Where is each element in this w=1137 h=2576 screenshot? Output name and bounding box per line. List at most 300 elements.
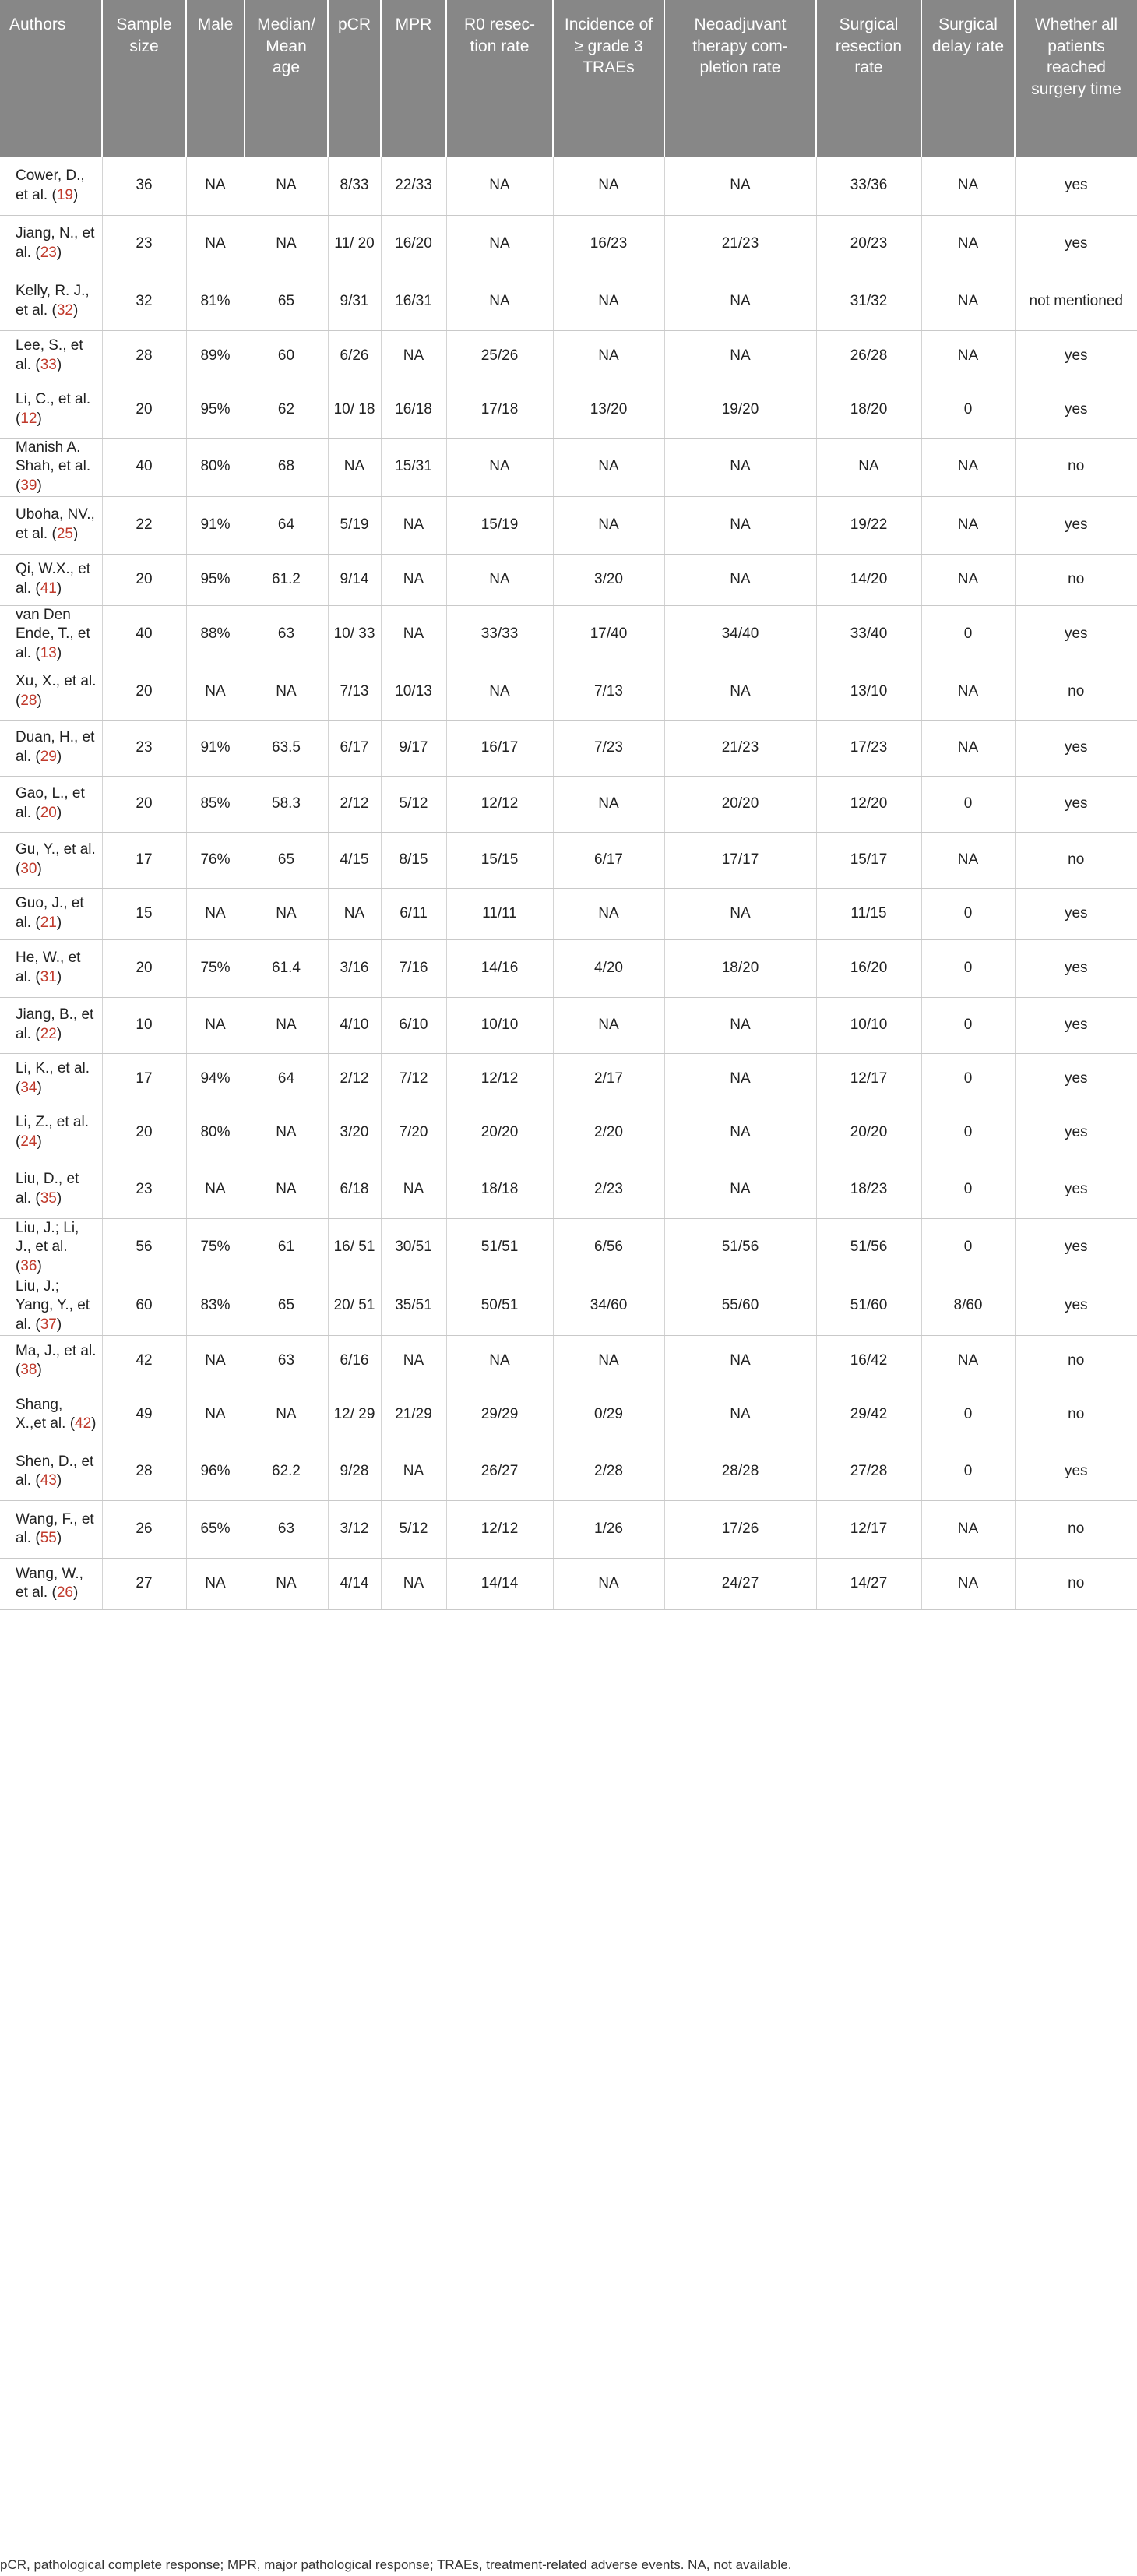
trae-cell: 2/20 (553, 1105, 664, 1161)
author-cell: Uboha, NV., et al. (25) (0, 496, 102, 554)
delay-cell: NA (921, 1558, 1015, 1609)
reached-cell: yes (1015, 776, 1137, 832)
resection-cell: 51/60 (816, 1277, 921, 1335)
r0-cell: 15/15 (446, 832, 553, 888)
sample-cell: 42 (102, 1335, 186, 1387)
sample-cell: 15 (102, 888, 186, 939)
mpr-cell: 7/12 (381, 1053, 446, 1105)
mpr-cell: 22/33 (381, 157, 446, 215)
author-cell: Lee, S., et al. (33) (0, 330, 102, 382)
delay-cell: NA (921, 215, 1015, 273)
pcr-cell: NA (328, 888, 381, 939)
author-cell: Wang, F., et al. (55) (0, 1500, 102, 1558)
mpr-cell: 8/15 (381, 832, 446, 888)
male-cell: 80% (186, 438, 245, 496)
trae-cell: 13/20 (553, 382, 664, 438)
resection-cell: 16/42 (816, 1335, 921, 1387)
delay-cell: 0 (921, 1161, 1015, 1218)
table-row (0, 438, 1137, 496)
author-name: Ma, J., et al. (16, 1342, 97, 1359)
author-name: Uboha, NV., et al. (16, 506, 95, 543)
table-row (0, 1387, 1137, 1443)
age-cell: NA (245, 664, 328, 720)
table-row (0, 1335, 1137, 1387)
reference-link[interactable]: 55 (40, 1530, 57, 1547)
header-cell: Sample size (102, 0, 186, 157)
reference-link[interactable]: 32 (56, 302, 73, 319)
resection-cell: 19/22 (816, 496, 921, 554)
resection-cell: 13/10 (816, 664, 921, 720)
delay-cell: NA (921, 720, 1015, 776)
author-cell: Manish A. Shah, et al. (39) (0, 438, 102, 496)
resection-cell: 51/56 (816, 1218, 921, 1277)
r0-cell: NA (446, 664, 553, 720)
reference-link[interactable]: 25 (56, 526, 73, 543)
author-cell: Liu, J.; Yang, Y., et al. (37) (0, 1277, 102, 1335)
r0-cell: NA (446, 215, 553, 273)
completion-cell: 51/56 (664, 1218, 816, 1277)
table-row (0, 939, 1137, 997)
mpr-cell: NA (381, 1443, 446, 1500)
delay-cell: 0 (921, 605, 1015, 664)
author-cell: Shen, D., et al. (43) (0, 1443, 102, 1500)
age-cell: 62 (245, 382, 328, 438)
reached-cell: no (1015, 554, 1137, 605)
delay-cell: 0 (921, 1105, 1015, 1161)
pcr-cell: 9/28 (328, 1443, 381, 1500)
mpr-cell: 10/13 (381, 664, 446, 720)
trae-cell: 4/20 (553, 939, 664, 997)
pcr-cell: 9/31 (328, 273, 381, 330)
age-cell: NA (245, 1105, 328, 1161)
delay-cell: NA (921, 664, 1015, 720)
author-cell: Li, Z., et al. (24) (0, 1105, 102, 1161)
male-cell: 80% (186, 1105, 245, 1161)
trae-cell: 2/23 (553, 1161, 664, 1218)
reference-link[interactable]: 21 (40, 914, 57, 932)
table-row (0, 776, 1137, 832)
reference-link[interactable]: 26 (56, 1584, 73, 1602)
header-cell: Surgical resection rate (816, 0, 921, 157)
r0-cell: 14/14 (446, 1558, 553, 1609)
male-cell: 96% (186, 1443, 245, 1500)
reached-cell: yes (1015, 720, 1137, 776)
table-header (0, 0, 1137, 157)
author-name: Qi, W.X., et al. (16, 561, 91, 597)
pcr-cell: 16/ 51 (328, 1218, 381, 1277)
r0-cell: NA (446, 438, 553, 496)
author-cell: Liu, D., et al. (35) (0, 1161, 102, 1218)
pcr-cell: NA (328, 438, 381, 496)
resection-cell: 31/32 (816, 273, 921, 330)
completion-cell: NA (664, 157, 816, 215)
age-cell: NA (245, 1387, 328, 1443)
author-name: Liu, D., et al. (16, 1171, 79, 1207)
trae-cell: 17/40 (553, 605, 664, 664)
sample-cell: 26 (102, 1500, 186, 1558)
mpr-cell: 9/17 (381, 720, 446, 776)
completion-cell: 28/28 (664, 1443, 816, 1500)
male-cell: 75% (186, 1218, 245, 1277)
reference-link[interactable]: 33 (40, 357, 57, 373)
table-row (0, 1443, 1137, 1500)
reached-cell: yes (1015, 1218, 1137, 1277)
male-cell: 65% (186, 1500, 245, 1558)
r0-cell: 12/12 (446, 1053, 553, 1105)
reference-link[interactable]: 28 (20, 692, 37, 710)
author-cell: Li, K., et al. (34) (0, 1053, 102, 1105)
trae-cell: 1/26 (553, 1500, 664, 1558)
sample-cell: 17 (102, 832, 186, 888)
sample-cell: 28 (102, 1443, 186, 1500)
mpr-cell: 16/31 (381, 273, 446, 330)
table-row (0, 1218, 1137, 1277)
age-cell: 63.5 (245, 720, 328, 776)
male-cell: 85% (186, 776, 245, 832)
table-row (0, 382, 1137, 438)
resection-cell: 16/20 (816, 939, 921, 997)
reached-cell: no (1015, 1558, 1137, 1609)
sample-cell: 23 (102, 720, 186, 776)
completion-cell: NA (664, 330, 816, 382)
resection-cell: 14/27 (816, 1558, 921, 1609)
author-name: Guo, J., et al. (16, 895, 84, 932)
trae-cell: 2/28 (553, 1443, 664, 1500)
completion-cell: 34/40 (664, 605, 816, 664)
age-cell: 64 (245, 1053, 328, 1105)
r0-cell: 14/16 (446, 939, 553, 997)
r0-cell: 51/51 (446, 1218, 553, 1277)
completion-cell: NA (664, 273, 816, 330)
male-cell: 94% (186, 1053, 245, 1105)
resection-cell: 18/23 (816, 1161, 921, 1218)
resection-cell: 33/40 (816, 605, 921, 664)
male-cell: NA (186, 1387, 245, 1443)
trae-cell: 16/23 (553, 215, 664, 273)
sample-cell: 20 (102, 1105, 186, 1161)
sample-cell: 20 (102, 939, 186, 997)
reference-link[interactable]: 29 (40, 749, 57, 766)
age-cell: 63 (245, 1500, 328, 1558)
author-cell: van Den Ende, T., et al. (13) (0, 605, 102, 664)
sample-cell: 23 (102, 1161, 186, 1218)
pcr-cell: 8/33 (328, 157, 381, 215)
table-row (0, 1161, 1137, 1218)
r0-cell: 25/26 (446, 330, 553, 382)
pcr-cell: 6/17 (328, 720, 381, 776)
reference-link[interactable]: 20 (40, 805, 57, 822)
author-name: Liu, J.; Li, J., et al. (16, 1219, 79, 1256)
trae-cell: NA (553, 1558, 664, 1609)
header-cell: MPR (381, 0, 446, 157)
r0-cell: NA (446, 554, 553, 605)
age-cell: NA (245, 1558, 328, 1609)
age-cell: 60 (245, 330, 328, 382)
delay-cell: 0 (921, 1443, 1015, 1500)
reached-cell: no (1015, 1335, 1137, 1387)
sample-cell: 17 (102, 1053, 186, 1105)
author-cell: Kelly, R. J., et al. (32) (0, 273, 102, 330)
male-cell: NA (186, 1335, 245, 1387)
author-name: Li, C., et al. (16, 391, 91, 408)
trae-cell: 34/60 (553, 1277, 664, 1335)
completion-cell: 17/17 (664, 832, 816, 888)
header-cell: Median/ Mean age (245, 0, 328, 157)
reached-cell: yes (1015, 157, 1137, 215)
author-name: Wang, F., et al. (16, 1510, 94, 1547)
pcr-cell: 6/18 (328, 1161, 381, 1218)
author-name: Liu, J.; Yang, Y., et al. (16, 1277, 90, 1334)
pcr-cell: 5/19 (328, 496, 381, 554)
male-cell: 88% (186, 605, 245, 664)
trae-cell: NA (553, 1335, 664, 1387)
header-cell: Incidence of ≥ grade 3 TRAEs (553, 0, 664, 157)
male-cell: 95% (186, 554, 245, 605)
sample-cell: 49 (102, 1387, 186, 1443)
reference-link[interactable]: 39 (20, 477, 37, 494)
completion-cell: 18/20 (664, 939, 816, 997)
mpr-cell: 16/20 (381, 215, 446, 273)
author-cell: Wang, W., et al. (26) (0, 1558, 102, 1609)
r0-cell: 33/33 (446, 605, 553, 664)
male-cell: NA (186, 157, 245, 215)
age-cell: 61.2 (245, 554, 328, 605)
reached-cell: yes (1015, 496, 1137, 554)
resection-cell: 11/15 (816, 888, 921, 939)
reference-link[interactable]: 38 (20, 1362, 37, 1379)
reference-link[interactable]: 35 (40, 1190, 57, 1207)
reached-cell: yes (1015, 888, 1137, 939)
reference-link[interactable]: 12 (20, 411, 37, 427)
mpr-cell: 16/18 (381, 382, 446, 438)
age-cell: 64 (245, 496, 328, 554)
author-cell: Ma, J., et al. (38) (0, 1335, 102, 1387)
sample-cell: 36 (102, 157, 186, 215)
author-cell: Li, C., et al. (12) (0, 382, 102, 438)
completion-cell: 24/27 (664, 1558, 816, 1609)
completion-cell: 20/20 (664, 776, 816, 832)
resection-cell: 29/42 (816, 1387, 921, 1443)
sample-cell: 40 (102, 605, 186, 664)
r0-cell: 11/11 (446, 888, 553, 939)
sample-cell: 60 (102, 1277, 186, 1335)
r0-cell: 12/12 (446, 1500, 553, 1558)
trae-cell: NA (553, 997, 664, 1053)
reference-link[interactable]: 19 (56, 186, 73, 203)
male-cell: 89% (186, 330, 245, 382)
mpr-cell: 35/51 (381, 1277, 446, 1335)
completion-cell: NA (664, 1053, 816, 1105)
age-cell: 61 (245, 1218, 328, 1277)
pcr-cell: 4/15 (328, 832, 381, 888)
pcr-cell: 3/12 (328, 1500, 381, 1558)
resection-cell: 33/36 (816, 157, 921, 215)
pcr-cell: 3/20 (328, 1105, 381, 1161)
male-cell: 95% (186, 382, 245, 438)
mpr-cell: NA (381, 330, 446, 382)
reached-cell: yes (1015, 605, 1137, 664)
delay-cell: NA (921, 273, 1015, 330)
r0-cell: 29/29 (446, 1387, 553, 1443)
resection-cell: 12/17 (816, 1053, 921, 1105)
reached-cell: yes (1015, 1443, 1137, 1500)
r0-cell: 17/18 (446, 382, 553, 438)
reached-cell: yes (1015, 997, 1137, 1053)
author-cell: Guo, J., et al. (21) (0, 888, 102, 939)
trae-cell: NA (553, 776, 664, 832)
sample-cell: 20 (102, 776, 186, 832)
delay-cell: 0 (921, 1053, 1015, 1105)
male-cell: 83% (186, 1277, 245, 1335)
author-cell: Xu, X., et al. (28) (0, 664, 102, 720)
completion-cell: NA (664, 997, 816, 1053)
trae-cell: NA (553, 496, 664, 554)
header-cell: Male (186, 0, 245, 157)
completion-cell: NA (664, 1105, 816, 1161)
pcr-cell: 2/12 (328, 1053, 381, 1105)
sample-cell: 40 (102, 438, 186, 496)
author-name: Jiang, N., et al. (16, 225, 95, 261)
r0-cell: 12/12 (446, 776, 553, 832)
mpr-cell: NA (381, 496, 446, 554)
mpr-cell: 6/10 (381, 997, 446, 1053)
completion-cell: NA (664, 888, 816, 939)
reference-link[interactable]: 24 (20, 1133, 37, 1151)
delay-cell: NA (921, 330, 1015, 382)
table-row (0, 888, 1137, 939)
pcr-cell: 10/ 18 (328, 382, 381, 438)
reached-cell: no (1015, 438, 1137, 496)
reference-link[interactable]: 34 (20, 1080, 37, 1097)
completion-cell: NA (664, 496, 816, 554)
table-row (0, 330, 1137, 382)
trae-cell: 6/17 (553, 832, 664, 888)
reference-link[interactable]: 23 (40, 245, 57, 261)
r0-cell: NA (446, 157, 553, 215)
author-name: Cower, D., et al. (16, 167, 85, 203)
completion-cell: 21/23 (664, 720, 816, 776)
reference-link[interactable]: 43 (40, 1472, 57, 1489)
table-row (0, 157, 1137, 215)
reference-link[interactable]: 31 (40, 969, 57, 986)
reference-link[interactable]: 30 (20, 861, 37, 878)
table-row (0, 832, 1137, 888)
reference-link[interactable]: 42 (75, 1415, 92, 1432)
trae-cell: 7/23 (553, 720, 664, 776)
reached-cell: yes (1015, 215, 1137, 273)
resection-cell: 20/20 (816, 1105, 921, 1161)
male-cell: NA (186, 997, 245, 1053)
table-row (0, 215, 1137, 273)
male-cell: 91% (186, 496, 245, 554)
reference-link[interactable]: 22 (40, 1026, 57, 1043)
resection-cell: 12/20 (816, 776, 921, 832)
author-name: Li, K., et al. (16, 1060, 90, 1077)
pcr-cell: 2/12 (328, 776, 381, 832)
pcr-cell: 7/13 (328, 664, 381, 720)
sample-cell: 56 (102, 1218, 186, 1277)
male-cell: NA (186, 215, 245, 273)
author-cell: Jiang, N., et al. (23) (0, 215, 102, 273)
pcr-cell: 20/ 51 (328, 1277, 381, 1335)
table-footnote: pCR, pathological complete response; MPR, major pathological response; TRAEs, treatment-related adverse events. NA, not available. (0, 2557, 792, 2572)
reference-link[interactable]: 13 (40, 644, 57, 661)
age-cell: 65 (245, 273, 328, 330)
age-cell: 63 (245, 1335, 328, 1387)
age-cell: 58.3 (245, 776, 328, 832)
mpr-cell: 5/12 (381, 776, 446, 832)
trae-cell: NA (553, 157, 664, 215)
table-row (0, 496, 1137, 554)
table-row (0, 1500, 1137, 1558)
delay-cell: 0 (921, 776, 1015, 832)
table-row (0, 1053, 1137, 1105)
age-cell: 65 (245, 1277, 328, 1335)
mpr-cell: 7/16 (381, 939, 446, 997)
trae-cell: 3/20 (553, 554, 664, 605)
author-name: Gao, L., et al. (16, 785, 85, 822)
pcr-cell: 6/16 (328, 1335, 381, 1387)
table-row (0, 997, 1137, 1053)
author-cell: Shang, X.,et al. (42) (0, 1387, 102, 1443)
author-cell: Duan, H., et al. (29) (0, 720, 102, 776)
age-cell: NA (245, 997, 328, 1053)
table-row (0, 1105, 1137, 1161)
header-cell: Surgical delay rate (921, 0, 1015, 157)
table-row (0, 1277, 1137, 1335)
resection-cell: 17/23 (816, 720, 921, 776)
reference-link[interactable]: 41 (40, 580, 57, 597)
pcr-cell: 6/26 (328, 330, 381, 382)
completion-cell: 21/23 (664, 215, 816, 273)
mpr-cell: NA (381, 1161, 446, 1218)
r0-cell: 50/51 (446, 1277, 553, 1335)
completion-cell: NA (664, 1161, 816, 1218)
male-cell: NA (186, 1558, 245, 1609)
delay-cell: NA (921, 1500, 1015, 1558)
completion-cell: NA (664, 554, 816, 605)
author-name: Shen, D., et al. (16, 1453, 94, 1489)
header-cell: pCR (328, 0, 381, 157)
author-name: Gu, Y., et al. (16, 841, 96, 858)
delay-cell: 0 (921, 888, 1015, 939)
trae-cell: NA (553, 888, 664, 939)
author-name: Jiang, B., et al. (16, 1006, 94, 1043)
sample-cell: 28 (102, 330, 186, 382)
reference-link[interactable]: 37 (40, 1316, 57, 1334)
table-row (0, 273, 1137, 330)
completion-cell: 19/20 (664, 382, 816, 438)
author-cell: Gu, Y., et al. (30) (0, 832, 102, 888)
reached-cell: yes (1015, 1053, 1137, 1105)
table-row (0, 720, 1137, 776)
pcr-cell: 10/ 33 (328, 605, 381, 664)
trae-cell: NA (553, 330, 664, 382)
sample-cell: 10 (102, 997, 186, 1053)
pcr-cell: 12/ 29 (328, 1387, 381, 1443)
table-row (0, 664, 1137, 720)
resection-cell: 27/28 (816, 1443, 921, 1500)
mpr-cell: NA (381, 1335, 446, 1387)
reached-cell: yes (1015, 1161, 1137, 1218)
delay-cell: NA (921, 438, 1015, 496)
author-cell: He, W., et al. (31) (0, 939, 102, 997)
male-cell: 75% (186, 939, 245, 997)
mpr-cell: 15/31 (381, 438, 446, 496)
reference-link[interactable]: 36 (20, 1258, 37, 1274)
trae-cell: 0/29 (553, 1387, 664, 1443)
pcr-cell: 3/16 (328, 939, 381, 997)
